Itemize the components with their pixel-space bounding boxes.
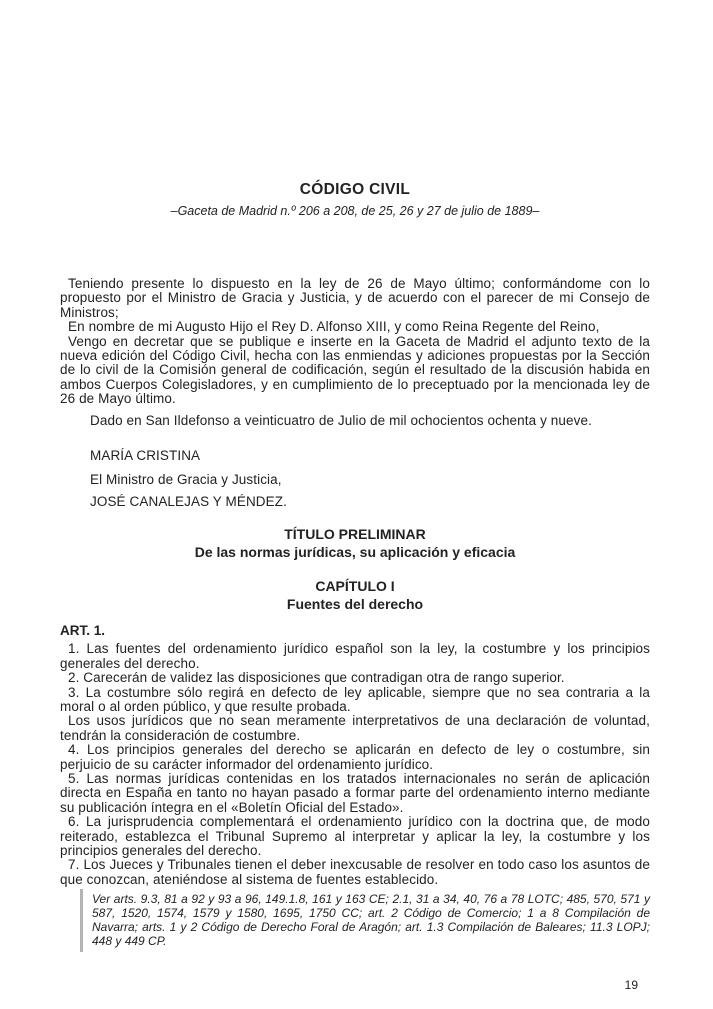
document-title: CÓDIGO CIVIL	[299, 181, 411, 198]
article-clause-2: 2. Carecerán de validez las disposiciones que contradigan otra de rango superior.	[68, 670, 565, 686]
cross-references-footnote: Ver arts. 9.3, 81 a 92 y 93 a 96, 149.1.8, 161 y 163 CE; 2.1, 31 a 34, 40, 76 a 78 LOTC; 485, 570, 571 y 587, 1520, 1574, 1579 y 1580, 1695, 1750 CC; art. 2 Código de Comercio; 1 a 8 Compilación de Navarra; arts. 1 y 2 Código de Derecho Foral de Aragón; art. 1.3 Compilación de Baleares; 11.3 LOPJ; 448 y 449 CP.	[80, 889, 650, 952]
preamble-paragraph-2: En nombre de mi Augusto Hijo el Rey D. Alfonso XIII, y como Reina Regente del Reino,	[68, 319, 600, 335]
article-1-label: ART. 1.	[60, 623, 106, 639]
preamble-paragraph-1: Teniendo presente lo dispuesto en la ley de 26 de Mayo último; conformándome con lo propuesto por el Ministro de Gracia y Justicia, y de acuerdo con el parecer de mi Consejo de Ministros;	[60, 276, 650, 320]
page-number: 19	[624, 978, 638, 993]
article-clause-4: 4. Los principios generales del derecho se aplicarán en defecto de ley o costumbre, sin perjuicio de su carácter informador del ordenamiento jurídico.	[60, 742, 650, 772]
titulo-heading: TÍTULO PRELIMINAR	[284, 526, 426, 543]
article-clause-6: 6. La jurisprudencia complementará el ordenamiento jurídico con la doctrina que, de modo reiterado, establezca el Tribunal Supremo al interpretar y aplicar la ley, la costumbre y los principios generales del derecho.	[60, 814, 650, 858]
minister-title: El Ministro de Gracia y Justicia,	[90, 472, 282, 488]
signature-name: MARÍA CRISTINA	[90, 448, 201, 464]
promulgation-line: Dado en San Ildefonso a veinticuatro de Julio de mil ochocientos ochenta y nueve.	[90, 412, 592, 428]
article-clause-1: 1. Las fuentes del ordenamiento jurídico español son la ley, la costumbre y los principios generales del derecho.	[60, 641, 650, 671]
preamble-paragraph-3: Vengo en decretar que se publique e inserte en la Gaceta de Madrid el adjunto texto de la nueva edición del Código Civil, hecha con las enmiendas y adiciones propuestas por la Sección de lo civil de la Comisión general de codificación, según el resultado de la discusión habida en ambos Cuerpos Colegisladores, y en cumplimiento de lo preceptuado por la mencionada ley de 26 de Mayo último.	[60, 333, 650, 407]
titulo-subheading: De las normas jurídicas, su aplicación y eficacia	[194, 543, 516, 560]
article-1-body	[60, 642, 650, 887]
minister-name: JOSÉ CANALEJAS Y MÉNDEZ.	[90, 493, 287, 509]
capitulo-1-block	[60, 578, 650, 613]
document-subtitle: –Gaceta de Madrid n.º 206 a 208, de 25, 26 y 27 de julio de 1889–	[170, 204, 540, 218]
capitulo-heading: CAPÍTULO I	[315, 578, 395, 595]
article-clause-7: 7. Los Jueces y Tribunales tienen el deber inexcusable de resolver en todo caso los asuntos de que conozcan, ateniéndose al sistema de fuentes establecido.	[60, 857, 650, 887]
preamble	[60, 277, 650, 407]
article-clause-3: 3. La costumbre sólo regirá en defecto de ley aplicable, siempre que no sea contraria a la moral o al orden público, y que resulte probada.	[60, 684, 650, 714]
signature-block	[60, 449, 650, 509]
article-clause-3bis: Los usos jurídicos que no sean meramente interpretativos de una declaración de voluntad, tendrán la consideración de costumbre.	[60, 713, 650, 743]
article-clause-5: 5. Las normas jurídicas contenidas en los tratados internacionales no serán de aplicación directa en España en tanto no hayan pasado a formar parte del ordenamiento interno mediante su publicación íntegra en el «Boletín Oficial del Estado».	[60, 770, 650, 815]
capitulo-subheading: Fuentes del derecho	[286, 595, 424, 612]
titulo-preliminar-block	[60, 526, 650, 561]
